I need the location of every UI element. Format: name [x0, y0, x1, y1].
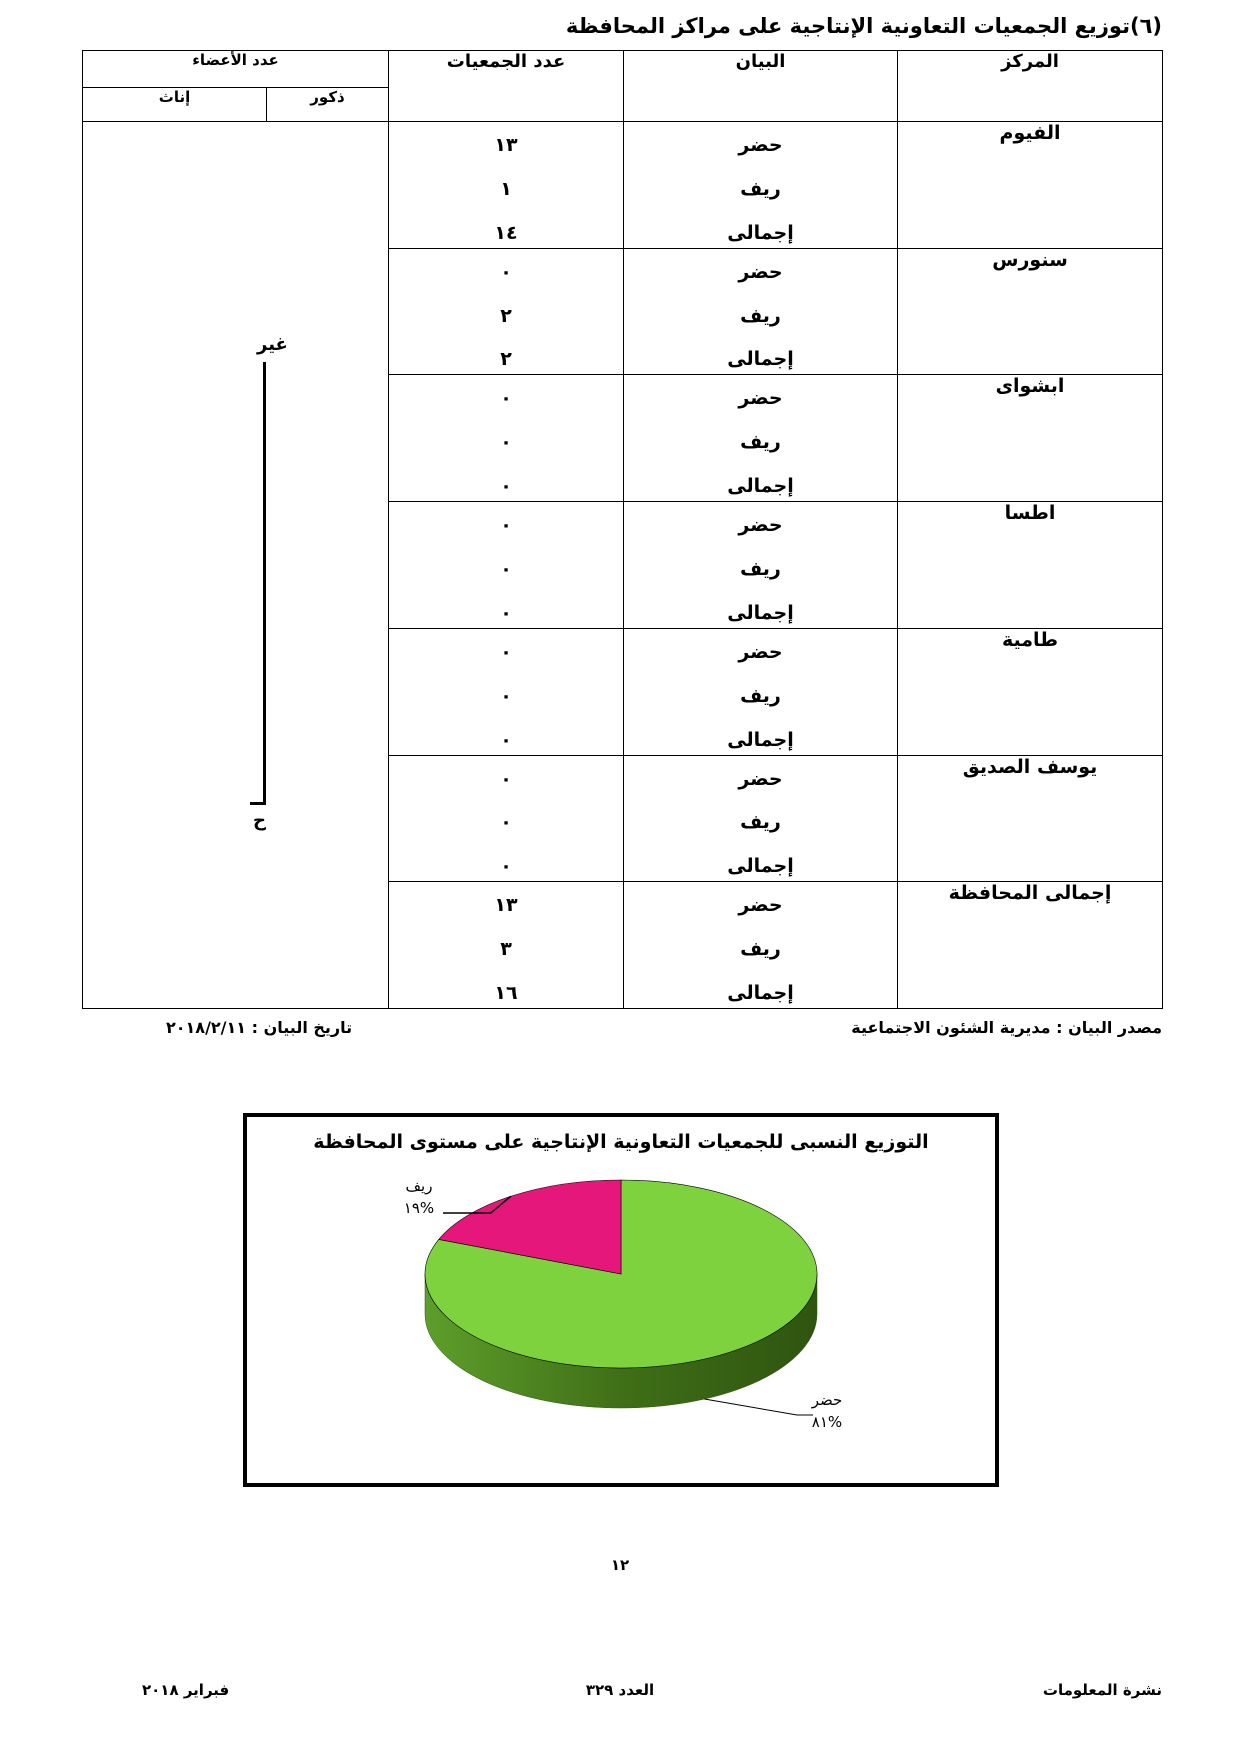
slice-value-label: ١٩%	[403, 1199, 435, 1217]
count-value: ٠	[500, 514, 512, 537]
statement-label: ريف	[740, 811, 781, 834]
statement-label: إجمالى	[727, 728, 794, 751]
count-value: ٢	[500, 304, 512, 327]
slice-label: حضر	[811, 1391, 843, 1409]
count-cell	[389, 502, 624, 629]
statement-cell	[624, 248, 898, 375]
count-value: ٠	[500, 767, 512, 790]
header-center: المركز	[898, 51, 1163, 122]
table-row	[83, 122, 1163, 249]
statement-cell	[624, 502, 898, 629]
center-name: ابشواى	[898, 375, 1163, 502]
footer-issue: العدد ٣٢٩	[585, 1681, 655, 1699]
members-vertical-line	[263, 362, 266, 802]
cooperatives-table	[82, 50, 1162, 1008]
statement-label: حضر	[738, 387, 783, 410]
statement-label: حضر	[738, 640, 783, 663]
header-males: ذكور	[267, 87, 389, 122]
center-name: سنورس	[898, 248, 1163, 375]
count-value: ١٣	[494, 894, 518, 917]
count-cell	[389, 248, 624, 375]
count-value: ٢	[500, 348, 512, 371]
statement-label: إجمالى	[727, 475, 794, 498]
statement-cell	[624, 882, 898, 1009]
count-value: ٠	[500, 260, 512, 283]
members-cell	[83, 122, 389, 1009]
statement-label: إجمالى	[727, 982, 794, 1004]
statement-label: إجمالى	[727, 348, 794, 371]
statement-label: ريف	[740, 938, 781, 961]
center-name: اطسا	[898, 502, 1163, 629]
leader-line	[704, 1399, 813, 1415]
pie-chart-frame	[243, 1113, 999, 1487]
count-value: ٠	[500, 431, 512, 454]
count-value: ٠	[500, 855, 512, 878]
count-cell	[389, 882, 624, 1009]
statement-label: حضر	[738, 514, 783, 537]
slice-value-label: ٨١%	[811, 1413, 843, 1431]
statement-label: حضر	[738, 260, 783, 283]
statement-label: حضر	[738, 894, 783, 917]
statement-cell	[624, 755, 898, 882]
count-cell	[389, 122, 624, 249]
header-statement: البيان	[624, 51, 898, 122]
count-value: ٠	[500, 640, 512, 663]
header-count: عدد الجمعيات	[389, 51, 624, 122]
footer-publication: نشرة المعلومات	[1042, 1681, 1162, 1699]
page-title: (٦)توزيع الجمعيات التعاونية الإنتاجية على مراكز المحافظة	[565, 14, 1162, 38]
statement-label: إجمالى	[727, 221, 794, 244]
center-name: يوسف الصديق	[898, 755, 1163, 882]
slice-label: ريف	[405, 1177, 433, 1195]
center-name: إجمالى المحافظة	[898, 882, 1163, 1009]
statement-label: ريف	[740, 431, 781, 454]
count-value: ٠	[500, 475, 512, 498]
count-value: ٠	[500, 728, 512, 751]
count-value: ١	[500, 177, 512, 200]
statement-label: ريف	[740, 684, 781, 707]
statement-label: إجمالى	[727, 855, 794, 878]
count-value: ١٤	[494, 221, 518, 244]
count-value: ٠	[500, 387, 512, 410]
statement-label: ريف	[740, 557, 781, 580]
count-cell	[389, 755, 624, 882]
statement-label: حضر	[738, 767, 783, 790]
pie-chart	[247, 1117, 995, 1483]
header-members: عدد الأعضاء	[83, 51, 389, 88]
count-value: ١٦	[494, 982, 518, 1004]
statement-cell	[624, 375, 898, 502]
page-number: ١٢	[610, 1556, 630, 1574]
chart-title: التوزيع النسبى للجمعيات التعاونية الإنتاجية على مستوى المحافظة	[313, 1131, 929, 1153]
count-value: ٠	[500, 811, 512, 834]
statement-cell	[624, 628, 898, 755]
count-value: ١٣	[494, 134, 518, 156]
count-cell	[389, 628, 624, 755]
count-cell	[389, 375, 624, 502]
statement-label: ريف	[740, 177, 781, 200]
count-value: ٠	[500, 684, 512, 707]
count-value: ٣	[500, 938, 512, 961]
header-females: إناث	[83, 87, 267, 122]
data-source: مصدر البيان : مديرية الشئون الاجتماعية	[851, 1018, 1162, 1037]
footer-date: فبراير ٢٠١٨	[142, 1681, 230, 1699]
members-line-foot	[250, 802, 266, 805]
statement-cell	[624, 122, 898, 249]
members-note-top: غير	[257, 334, 288, 355]
statement-label: ريف	[740, 304, 781, 327]
center-name: طامية	[898, 628, 1163, 755]
data-date: تاريخ البيان : ٢٠١٨/٢/١١	[166, 1018, 353, 1037]
statement-label: حضر	[738, 134, 783, 156]
center-name: الفيوم	[898, 122, 1163, 249]
statement-label: إجمالى	[727, 601, 794, 624]
count-value: ٠	[500, 601, 512, 624]
members-note-bottom: ح	[253, 810, 266, 831]
count-value: ٠	[500, 557, 512, 580]
